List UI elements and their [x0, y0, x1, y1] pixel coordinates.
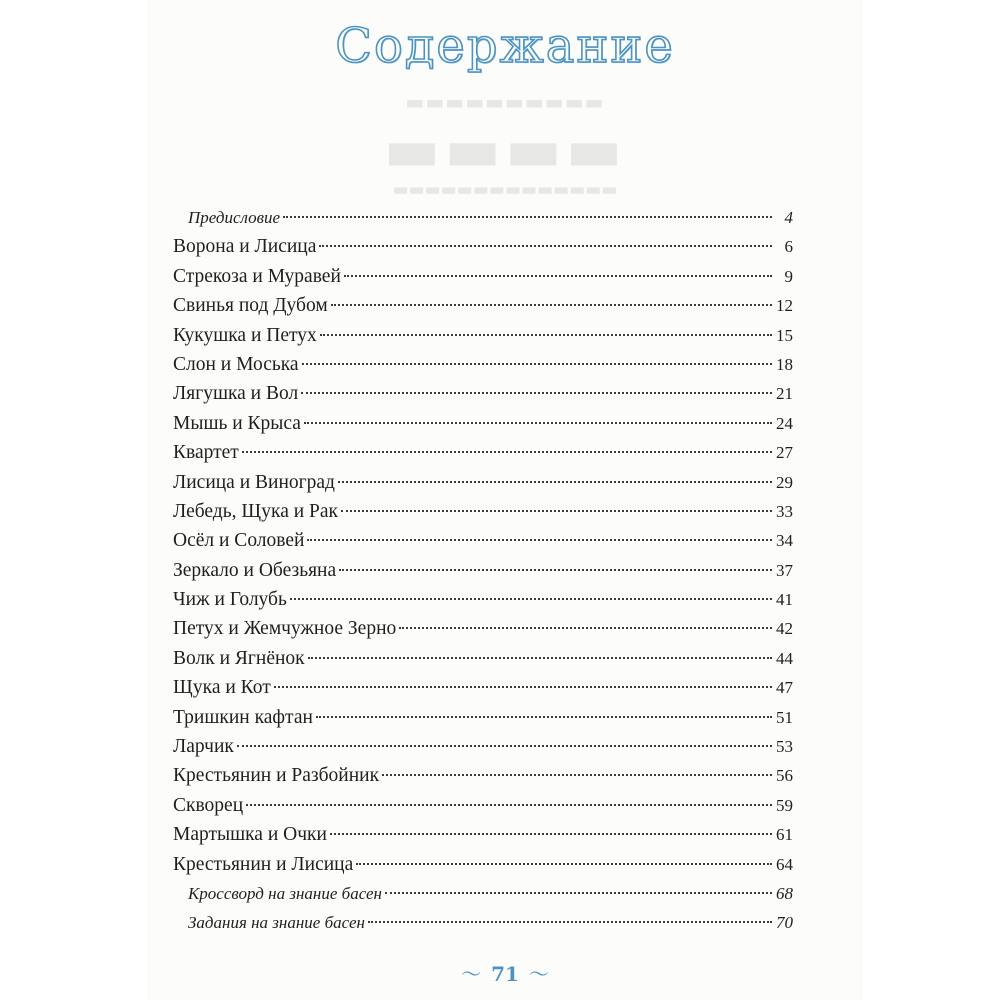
toc-entry-page-number: 42 [776, 619, 793, 639]
dot-leader [385, 892, 772, 894]
toc-entry-page-number: 61 [776, 825, 793, 845]
toc-entry [173, 585, 793, 614]
toc-entry [173, 350, 793, 379]
toc-entry [173, 791, 793, 820]
toc-entry-page-number: 70 [776, 913, 793, 933]
toc-entry-page-number: 18 [776, 354, 793, 374]
show-through-text: ▬▬▬▬▬▬▬▬▬▬▬▬▬▬ [392, 180, 618, 200]
dot-leader [319, 245, 772, 247]
toc-entry-title: Крестьянин и Лисица [173, 853, 354, 875]
toc-entry [173, 879, 793, 908]
page-footer [150, 962, 860, 986]
toc-entry-page-number: 6 [784, 237, 793, 257]
show-through-heading: ▬▬▬▬ [383, 115, 627, 185]
toc-entry-title: Предисловие [188, 208, 281, 227]
toc-entry-title: Зеркало и Обезьяна [173, 559, 337, 581]
toc-entry-title: Петух и Жемчужное Зерно [173, 618, 397, 640]
toc-entry-title: Квартет [173, 442, 239, 464]
toc-entry-title: Свинья под Дубом [173, 295, 328, 317]
toc-entry-page-number: 15 [776, 325, 793, 345]
dot-leader [382, 774, 772, 776]
dot-leader [283, 216, 772, 218]
toc-entry [173, 203, 793, 232]
dot-leader [330, 833, 772, 835]
toc-entry [173, 379, 793, 408]
dot-leader [331, 304, 772, 306]
toc-entry [173, 908, 793, 937]
toc-entry-page-number: 37 [776, 560, 793, 580]
toc-entry [173, 761, 793, 790]
toc-entry-page-number: 51 [776, 707, 793, 727]
toc-entry-page-number: 44 [776, 648, 793, 668]
table-of-contents [173, 203, 793, 938]
dot-leader [399, 627, 772, 629]
dot-leader [274, 686, 772, 688]
toc-entry [173, 468, 793, 497]
dot-leader [339, 569, 772, 571]
dot-leader [368, 921, 772, 923]
toc-entry-page-number: 4 [784, 208, 793, 227]
toc-entry [173, 497, 793, 526]
toc-entry-page-number: 33 [776, 501, 793, 521]
dot-leader [308, 657, 772, 659]
toc-entry-page-number: 29 [776, 472, 793, 492]
toc-entry-title: Волк и Ягнёнок [173, 647, 305, 669]
dot-leader [290, 598, 772, 600]
toc-entry-page-number: 24 [776, 413, 793, 433]
toc-entry-title: Чиж и Голубь [173, 589, 287, 611]
wave-ornament-icon: 〜 [528, 962, 549, 986]
dot-leader [338, 481, 772, 483]
toc-entry-title: Кукушка и Петух [173, 324, 317, 346]
toc-entry-page-number: 9 [784, 266, 793, 286]
toc-entry [173, 703, 793, 732]
dot-leader [242, 451, 772, 453]
toc-entry-title: Ларчик [173, 736, 234, 758]
toc-entry [173, 526, 793, 555]
toc-entry [173, 644, 793, 673]
toc-entry-title: Лягушка и Вол [173, 383, 299, 405]
toc-entry [173, 321, 793, 350]
toc-entry [173, 732, 793, 761]
wave-ornament-icon: 〜 [461, 962, 482, 986]
toc-entry-title: Осёл и Соловей [173, 530, 305, 552]
dot-leader [341, 510, 772, 512]
dot-leader [302, 363, 772, 365]
toc-entry [173, 291, 793, 320]
toc-entry-page-number: 21 [776, 384, 793, 404]
page-title: Содержание [335, 18, 675, 74]
toc-entry-title: Задания на знание басен [188, 913, 365, 933]
toc-entry [173, 262, 793, 291]
toc-entry [173, 820, 793, 849]
dot-leader [304, 422, 772, 424]
dot-leader [320, 334, 772, 336]
toc-entry-page-number: 64 [776, 854, 793, 874]
dot-leader [316, 716, 772, 718]
dot-leader [301, 392, 772, 394]
toc-entry-title: Лебедь, Щука и Рак [173, 500, 339, 522]
toc-entry-page-number: 34 [776, 531, 793, 551]
toc-entry-page-number: 59 [776, 795, 793, 815]
dot-leader [344, 275, 772, 277]
toc-entry-page-number: 56 [776, 766, 793, 786]
dot-leader [246, 804, 772, 806]
toc-entry-title: Крестьянин и Разбойник [173, 765, 380, 787]
page-number: 71 [491, 962, 519, 986]
toc-entry [173, 673, 793, 702]
toc-entry-page-number: 27 [776, 443, 793, 463]
toc-entry-title: Тришкин кафтан [173, 706, 313, 728]
toc-entry [173, 556, 793, 585]
toc-entry-title: Щука и Кот [173, 677, 271, 699]
toc-entry [173, 850, 793, 879]
toc-entry-page-number: 47 [776, 678, 793, 698]
toc-entry-title: Ворона и Лисица [173, 236, 317, 258]
toc-entry-page-number: 12 [776, 296, 793, 316]
toc-entry-title: Слон и Моська [173, 353, 299, 375]
dot-leader [356, 863, 772, 865]
dot-leader [237, 745, 772, 747]
show-through-text: ▬▬▬▬▬▬▬▬▬▬ [405, 90, 605, 114]
toc-entry-title: Стрекоза и Муравей [173, 265, 341, 287]
dot-leader [307, 539, 772, 541]
book-page [150, 0, 860, 1000]
toc-entry-title: Скворец [173, 794, 244, 816]
toc-entry-page-number: 68 [776, 883, 793, 903]
toc-entry [173, 409, 793, 438]
toc-entry [173, 614, 793, 643]
toc-entry-page-number: 53 [776, 737, 793, 757]
toc-entry-title: Мышь и Крыса [173, 412, 301, 434]
toc-entry-title: Лисица и Виноград [173, 471, 335, 493]
toc-entry-title: Мартышка и Очки [173, 824, 327, 846]
toc-entry-page-number: 41 [776, 590, 793, 610]
toc-entry [173, 438, 793, 467]
toc-entry-title: Кроссворд на знание басен [188, 883, 382, 903]
toc-entry [173, 232, 793, 261]
